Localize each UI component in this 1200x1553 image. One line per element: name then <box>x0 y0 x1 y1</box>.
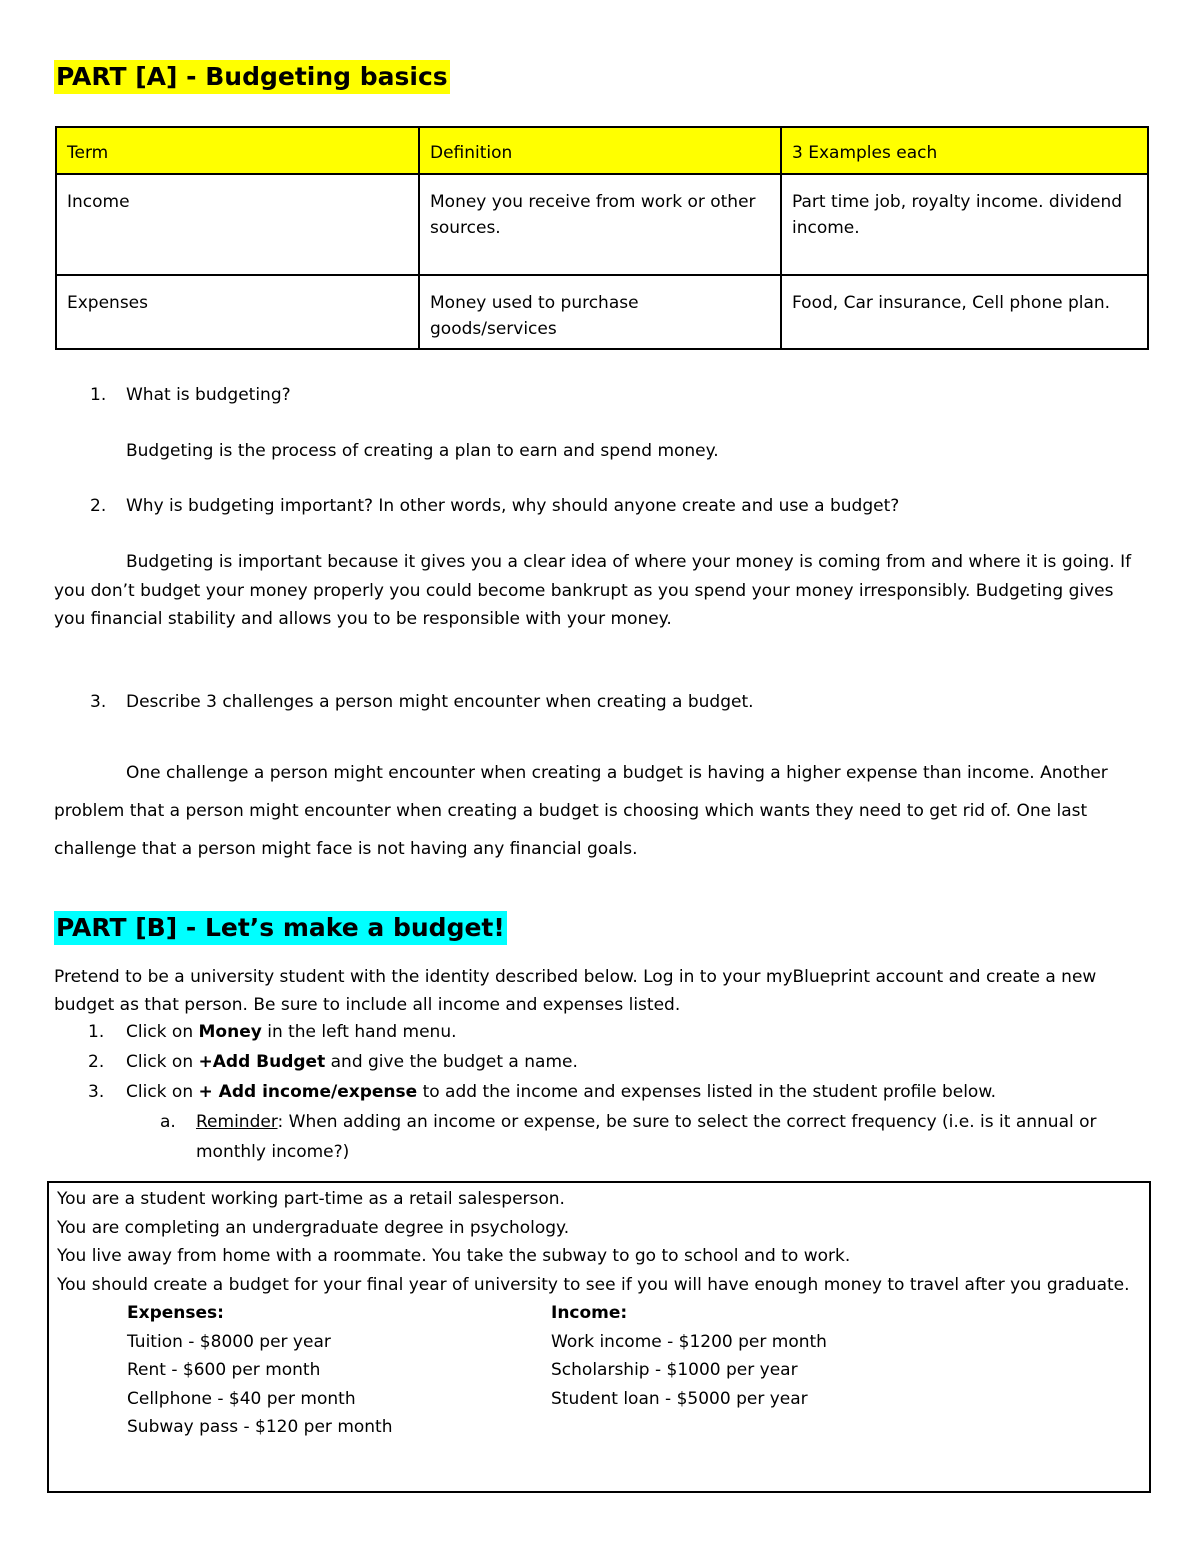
income-label: Income: <box>551 1303 628 1323</box>
student-profile-box <box>47 1181 1151 1493</box>
step-text: to add the income and expenses listed in the student profile below. <box>417 1082 997 1102</box>
answer-text: Budgeting is important because it gives you a clear idea of where your money is coming from and where it is going. If you don’t budget your money properly you could become bankrupt as you spend your money irresponsibly. Budgeting gives you financial stability and allows you to be responsible with your money. <box>54 552 1132 629</box>
table-cell: Money you receive from work or other sources. <box>419 174 781 275</box>
list-item <box>54 1017 1144 1047</box>
table-cell: Money used to purchase goods/services <box>419 275 781 349</box>
header-cell: Definition <box>419 127 781 174</box>
income-item: Student loan - $5000 per year <box>551 1388 808 1409</box>
question-number: 1. <box>90 385 107 405</box>
table-cell: Expenses <box>56 275 419 349</box>
table-row <box>56 174 1148 275</box>
step-number: 1. <box>88 1022 105 1042</box>
list-item <box>54 1077 1144 1107</box>
expense-item: Cellphone - $40 per month <box>127 1388 356 1409</box>
expense-item: Tuition - $8000 per year <box>127 1331 331 1352</box>
table-cell: Part time job, royalty income. dividend income. <box>781 174 1148 275</box>
reminder-text: : When adding an income or expense, be sure to select the correct frequency (i.e. is it annual or monthly income?) <box>196 1112 1097 1162</box>
terms-table <box>55 126 1149 350</box>
part-b-intro: Pretend to be a university student with the identity described below. Log in to your myBlueprint account and create a new budget as that person. Be sure to include all income and expenses listed. <box>54 967 1097 1015</box>
question-text: What is budgeting? <box>126 385 291 405</box>
step-number: 3. <box>88 1082 105 1102</box>
header-cell: 3 Examples each <box>781 127 1148 174</box>
part-b-heading: PART [B] - Let’s make a budget! <box>54 911 507 945</box>
step-text: Click on <box>126 1022 199 1042</box>
list-item <box>54 1107 1144 1167</box>
profile-line: You live away from home with a roommate. You take the subway to go to school and to work. <box>57 1246 851 1266</box>
table-cell: Food, Car insurance, Cell phone plan. <box>781 275 1148 349</box>
step-keyword: + Add income/expense <box>198 1082 418 1102</box>
table-header-row <box>56 127 1148 174</box>
step-text: Click on <box>126 1082 199 1102</box>
expenses-list <box>127 1299 393 1442</box>
list-item <box>54 1047 1144 1077</box>
table-row <box>56 275 1148 349</box>
reminder-label: Reminder <box>196 1112 278 1132</box>
answer-text: One challenge a person might encounter when creating a budget is having a higher expense than income. Another problem that a person might encounter when creating a budget is choosing which wants they need to get rid of. One last challenge that a person might face is not having any financial goals. <box>54 763 1108 859</box>
step-text: Click on <box>126 1052 199 1072</box>
instruction-steps <box>54 1017 1144 1167</box>
expenses-label: Expenses: <box>127 1303 224 1323</box>
question-text: Describe 3 challenges a person might encounter when creating a budget. <box>126 692 754 712</box>
profile-line: You should create a budget for your final year of university to see if you will have enough money to travel after you graduate. <box>57 1274 1130 1295</box>
income-item: Scholarship - $1000 per year <box>551 1360 798 1380</box>
expense-item: Rent - $600 per month <box>127 1360 321 1380</box>
step-number: 2. <box>88 1052 105 1072</box>
expense-item: Subway pass - $120 per month <box>127 1417 393 1437</box>
profile-line: You are a student working part-time as a retail salesperson. <box>57 1189 565 1209</box>
step-keyword: Money <box>198 1022 262 1042</box>
question-text: Why is budgeting important? In other words, why should anyone create and use a budget? <box>126 496 900 516</box>
income-list <box>551 1299 827 1413</box>
step-text: in the left hand menu. <box>261 1022 457 1042</box>
answer-text: Budgeting is the process of creating a plan to earn and spend money. <box>126 441 719 461</box>
step-text: and give the budget a name. <box>325 1052 578 1072</box>
budget-items <box>57 1299 1141 1437</box>
question-number: 3. <box>90 692 107 712</box>
step-keyword: +Add Budget <box>198 1052 326 1072</box>
header-cell: Term <box>56 127 419 174</box>
income-item: Work income - $1200 per month <box>551 1331 827 1352</box>
question-number: 2. <box>90 496 107 516</box>
table-cell: Income <box>56 174 419 275</box>
profile-line: You are completing an undergraduate degree in psychology. <box>57 1217 570 1238</box>
substep-letter: a. <box>160 1112 176 1132</box>
part-a-heading: PART [A] - Budgeting basics <box>54 60 450 94</box>
